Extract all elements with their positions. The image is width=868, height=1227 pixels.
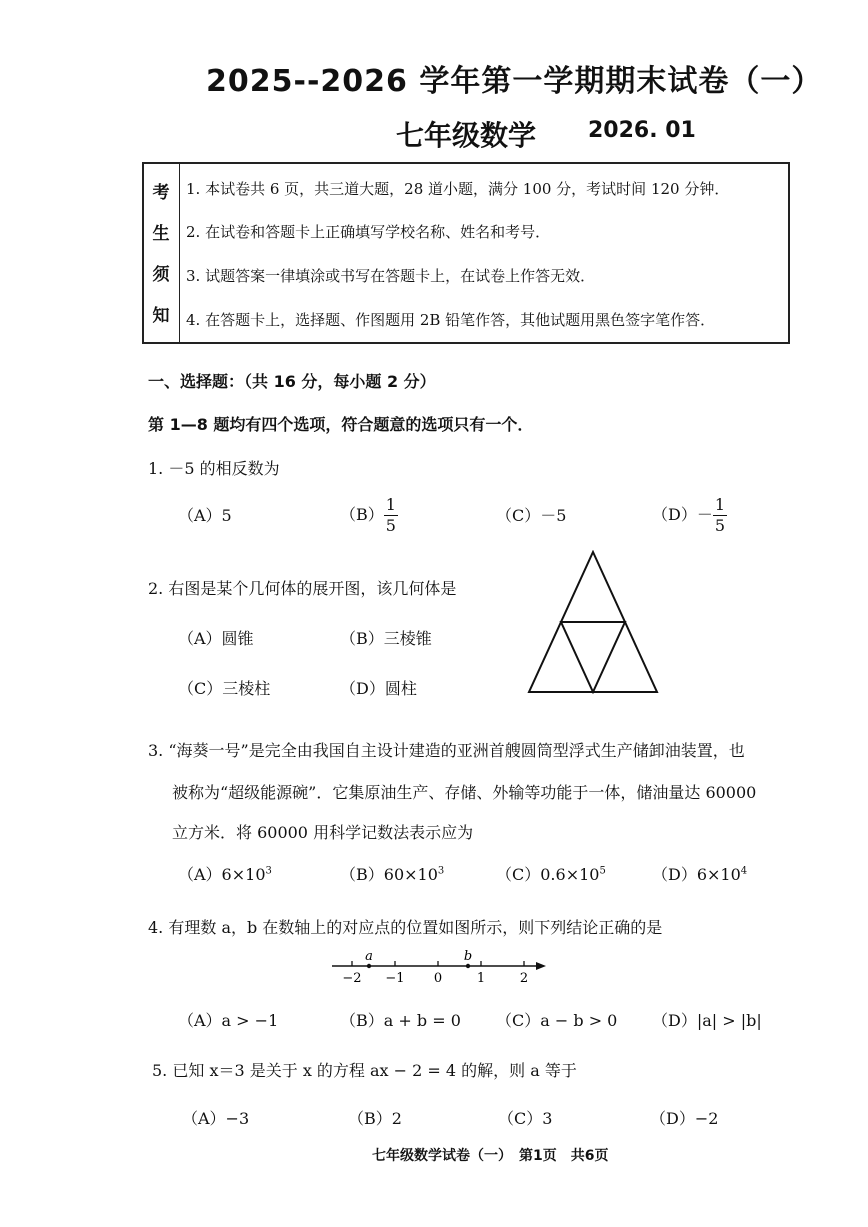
question-4-stem: 4. 有理数 a，b 在数轴上的对应点的位置如图所示，则下列结论正确的是: [148, 918, 663, 937]
notice-rule-1: 1. 本试卷共 6 页，共三道大题，28 道小题，满分 100 分，考试时间 120 分钟．: [186, 180, 730, 198]
question-1-option-c: （C）－5: [496, 506, 567, 525]
question-4-option-a: （A）a > −1: [178, 1011, 279, 1030]
notice-rule-4: 4. 在答题卡上，选择题、作图题用 2B 铅笔作答，其他试题用黑色签字笔作答．: [186, 311, 716, 329]
exam-date: 2026. 01: [588, 118, 696, 143]
question-2-option-b: （B）三棱锥: [340, 629, 432, 648]
question-1-stem: 1. －5 的相反数为: [148, 459, 280, 478]
fraction-denominator: 5: [714, 516, 726, 535]
question-2-stem: 2. 右图是某个几何体的展开图，该几何体是: [148, 579, 457, 598]
option-label: （D）－: [652, 505, 713, 524]
question-3-option-b: [340, 862, 444, 885]
fraction-numerator: 1: [385, 495, 396, 514]
exponent: 3: [265, 865, 272, 877]
exam-title: 2025--2026 学年第一学期期末试卷（一）: [206, 64, 823, 99]
net-diagram: [527, 550, 659, 694]
exponent: 4: [740, 865, 748, 877]
notice-rule-3: 3. 试题答案一律填涂或书写在答题卡上，在试卷上作答无效．: [186, 267, 596, 285]
question-1-option-d: [652, 495, 727, 536]
tick-label: 1: [476, 971, 486, 986]
question-4-option-b: （B）a + b = 0: [340, 1011, 461, 1030]
notice-label-char: 生: [152, 224, 170, 244]
option-text: （B）60×10: [340, 865, 438, 884]
option-label: （B）: [340, 505, 384, 524]
question-3-option-c: [496, 862, 606, 885]
question-3-option-a: [178, 862, 272, 885]
number-line: [328, 946, 553, 986]
question-2-option-d: （D）圆柱: [340, 679, 417, 698]
section-instruction: 第 1—8 题均有四个选项，符合题意的选项只有一个．: [148, 415, 534, 434]
notice-label-char: 考: [152, 183, 170, 203]
question-3-line-2: 被称为“超级能源碗”．它集原油生产、存储、外输等功能于一体，储油量达 60000: [172, 783, 757, 802]
option-text: （A）6×10: [178, 865, 266, 884]
section-heading: 一、选择题：（共 16 分，每小题 2 分）: [148, 372, 436, 391]
net-inner-triangle: [561, 622, 625, 692]
option-text: （C）0.6×10: [496, 865, 600, 884]
question-5-option-a: （A）−3: [182, 1109, 250, 1128]
tick-label: −1: [385, 971, 405, 986]
question-2-option-a: （A）圆锥: [178, 629, 254, 648]
question-3-line-3: 立方米．将 60000 用科学记数法表示应为: [172, 823, 474, 842]
point-b-marker: [466, 964, 470, 968]
exam-subtitle: 七年级数学: [396, 119, 537, 152]
notice-rule-2: 2. 在试卷和答题卡上正确填写学校名称、姓名和考号．: [186, 223, 551, 241]
question-4-option-c: （C）a − b > 0: [496, 1011, 618, 1030]
question-3-option-d: [652, 862, 747, 885]
fraction: [384, 495, 398, 536]
point-b-label: b: [463, 949, 473, 964]
question-5-option-d: （D）−2: [650, 1109, 719, 1128]
page-footer: 七年级数学试卷（一） 第1页 共6页: [372, 1148, 609, 1164]
question-3-line-1: 3. “海葵一号”是完全由我国自主设计建造的亚洲首艘圆筒型浮式生产储卸油装置，也: [148, 741, 745, 760]
question-5-option-b: （B）2: [348, 1109, 402, 1128]
tick-label: 0: [433, 971, 443, 986]
question-5-stem: 5. 已知 x＝3 是关于 x 的方程 ax − 2 = 4 的解，则 a 等于: [152, 1061, 577, 1080]
fraction: [713, 495, 727, 536]
tick-label: 2: [519, 971, 529, 986]
tick-label: −2: [342, 971, 362, 986]
arrow-icon: [536, 962, 546, 970]
question-4-option-d: （D）|a| > |b|: [652, 1011, 762, 1030]
point-a-label: a: [365, 949, 373, 964]
question-1-option-a: （A）5: [178, 506, 232, 525]
notice-label-char: 须: [152, 265, 170, 285]
notice-label: [144, 164, 180, 342]
exponent: 5: [599, 865, 606, 877]
exponent: 3: [437, 865, 445, 877]
question-5-option-c: （C）3: [498, 1109, 553, 1128]
question-2-option-c: （C）三棱柱: [178, 679, 271, 698]
notice-box: [142, 162, 790, 344]
point-a-marker: [367, 964, 371, 968]
fraction-numerator: 1: [714, 495, 726, 514]
notice-label-char: 知: [152, 306, 170, 326]
question-1-option-b: [340, 495, 398, 536]
option-text: （D）6×10: [652, 865, 741, 884]
fraction-denominator: 5: [385, 516, 396, 535]
